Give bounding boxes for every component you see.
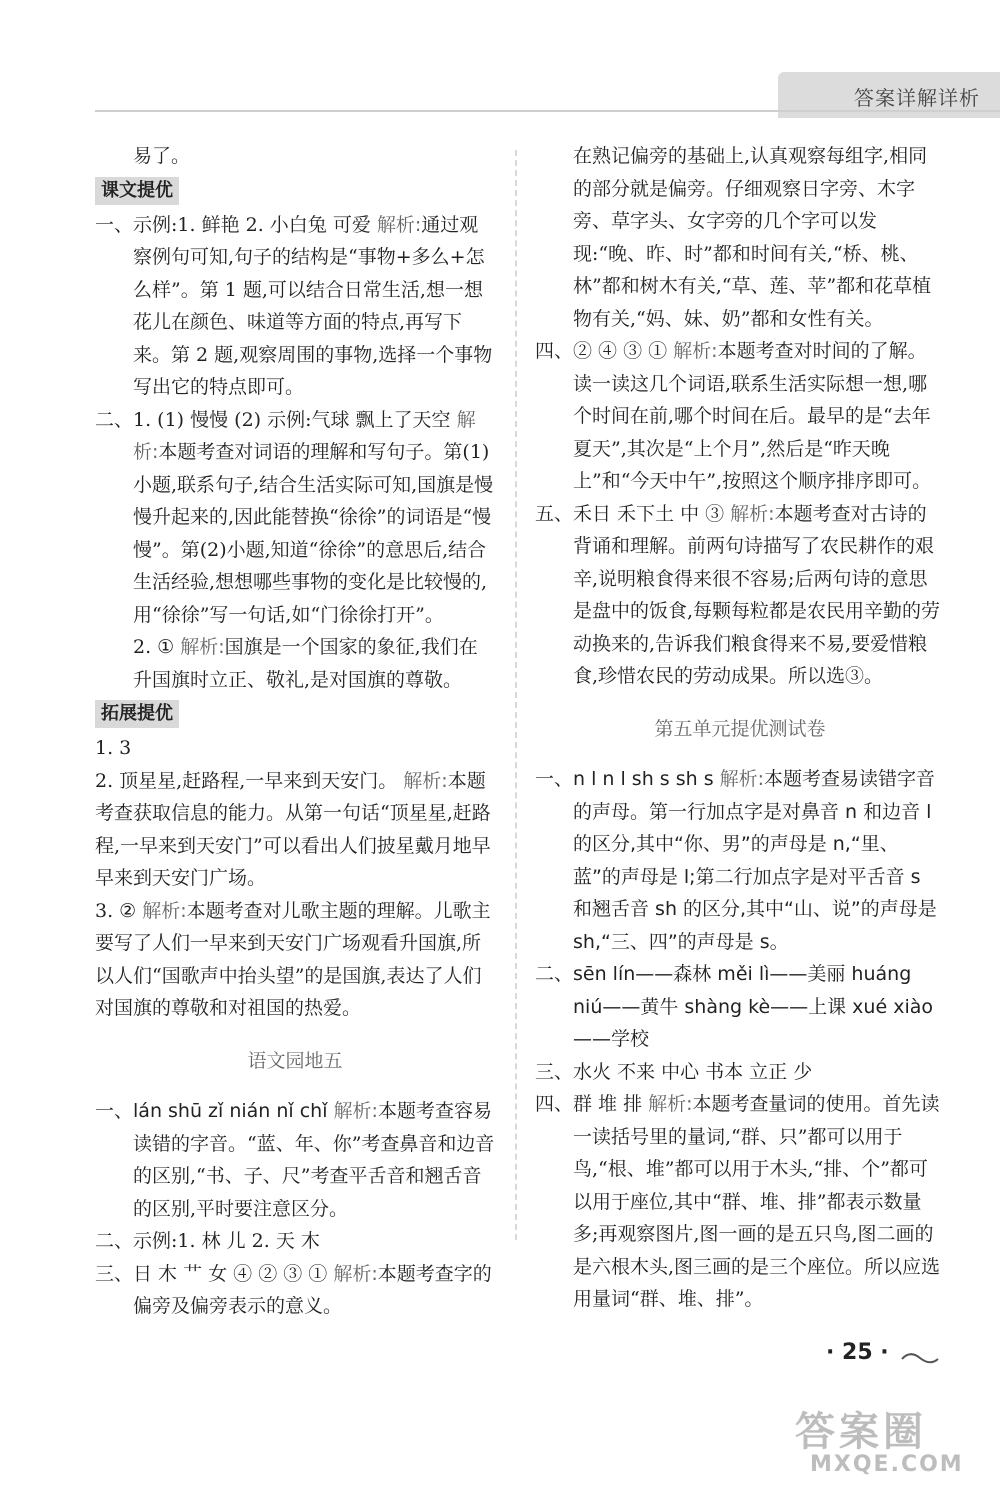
watermark-site: MXQE.COM [810,1452,964,1477]
answer-item: 3. ② 解析:本题考查对儿歌主题的理解。儿歌主要写了人们一早来到天安门广场观看升国旗,所以人们“国歌声中抬头望”的是国旗,表达了人们对国旗的尊敬和对祖国的热爱。 [95,899,491,1019]
page-number: · 25 · [826,1340,889,1365]
answer-item: 四、群 堆 排 解析:本题考查量词的使用。首先读一读括号里的量词,“群、只”都可以用于鸟,“根、堆”都可以用于木头,“排、个”都可以用于座位,其中“群、堆、排”都表示数量多;再观察图片,图一画的是五只鸟,图二画的是六根木头,图三画的是三个座位。所以应选用量词“群、堆、排”。 [535,1093,941,1310]
answer-item: 二、示例:1. 林 儿 2. 天 木 [95,1230,320,1252]
answer-item: 三、水火 不来 中心 书本 立正 少 [535,1060,813,1083]
continued-text: 在熟记偏旁的基础上,认真观察每组字,相同的部分就是偏旁。仔细观察日字旁、木字旁、草字头、女字旁的几个字可以发现:“晚、昨、时”都和时间有关,“桥、桃、林”都和树木有关,“草、莲、苹”都和花草植物有关,“妈、妹、奶”都和女性有关。 [573,145,932,330]
column-divider [515,150,517,1240]
left-column [95,140,495,1323]
watermark-logo: 答案圈 [795,1409,927,1455]
header-rule [95,110,1000,112]
page-curve-icon [900,1348,940,1370]
header-label: 答案详解详析 [854,86,980,110]
section-title-garden: 语文园地五 [247,1049,343,1072]
answer-item: 一、示例:1. 鲜艳 2. 小白兔 可爱 解析:通过观察例句可知,句子的结构是“事物+多么+怎么样”。第 1 题,可以结合日常生活,想一想花儿在颜色、味道等方面的特点,再写下来。第 2 题,观察周围的事物,选择一个事物写出它的特点即可。 [95,213,493,398]
answer-item: 1. 3 [95,737,132,759]
answer-item: 二、sēn lín——森林 měi lì——美丽 huáng niú——黄牛 shàng kè——上课 xué xiào——学校 [535,963,933,1050]
answer-item: 二、1. (1) 慢慢 (2) 示例:气球 飘上了天空 解析:本题考查对词语的理解和写句子。第(1)小题,联系句子,结合生活实际可知,国旗是慢慢升起来的,因此能替换“徐徐”的词语是“慢慢”。第(2)小题,知道“徐徐”的意思后,结合生活经验,想想哪些事物的变化是比较慢的,用“徐徐”写一句话,如“门徐徐打开”。 [95,408,494,626]
section-heading-extension: 拓展提优 [95,700,179,728]
section-heading-lesson: 课文提优 [95,177,179,205]
answer-item: 四、② ④ ③ ① 解析:本题考查对时间的了解。读一读这几个词语,联系生活实际想一想,哪个时间在前,哪个时间在后。最早的是“去年夏天”,其次是“上个月”,然后是“昨天晚上”和“今天中午”,按照这个顺序排序即可。 [535,340,932,492]
answer-item: 一、lán shū zǐ nián nǐ chǐ 解析:本题考查容易读错的字音。“蓝、年、你”考查鼻音和边音的区别,“书、子、尺”考查平舌音和翘舌音的区别,平时要注意区分。 [95,1100,495,1220]
answer-item: 五、禾日 禾下土 中 ③ 解析:本题考查对古诗的背诵和理解。前两句诗描写了农民耕作的艰辛,说明粮食得来很不容易;后两句诗的意思是盘中的饭食,每颗每粒都是农民用辛勤的劳动换来的,告诉我们粮食得来不易,要爱惜粮食,珍惜农民的劳动成果。所以选③。 [535,502,941,687]
answer-item: 一、n l n l sh s sh s 解析:本题考查易读错字音的声母。第一行加点字是对鼻音 n 和边音 l 的区分,其中“你、男”的声母是 n,“里、蓝”的声母是 l;第二行加点字是对平舌音 s 和翘舌音 sh 的区分,其中“山、说”的声母是 sh,“三、四”的声母是 s。 [535,768,937,953]
answer-item: 2. 顶星星,赶路程,一早来到天安门。 解析:本题考查获取信息的能力。从第一句话“顶星星,赶路程,一早来到天安门”可以看出人们披星戴月地早早来到天安门广场。 [95,769,491,889]
right-column [535,140,945,1316]
answer-item: 2. ① 解析:国旗是一个国家的象征,我们在升国旗时立正、敬礼,是对国旗的尊敬。 [133,636,478,691]
section-title-test: 第五单元提优测试卷 [654,717,826,740]
answer-item: 三、日 木 艹 女 ④ ② ③ ① 解析:本题考查字的偏旁及偏旁表示的意义。 [95,1262,492,1317]
continued-text: 易了。 [133,145,191,167]
